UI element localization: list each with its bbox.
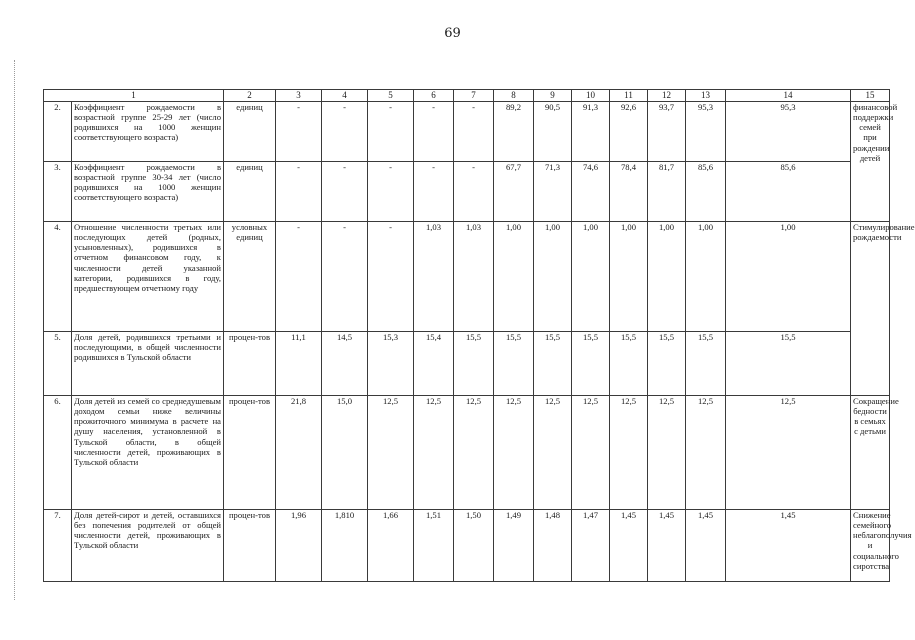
header-cell: 10 xyxy=(572,90,610,102)
value-cell: 12,5 xyxy=(534,396,572,510)
page-number: 69 xyxy=(444,26,461,41)
indicator-label: Коэффициент рождаемости в возрастной группе 30-34 лет (число родившихся на 1000 женщин соответствующего возраста) xyxy=(72,162,224,222)
value-cell: - xyxy=(322,162,368,222)
unit-cell: процен-тов xyxy=(224,332,276,396)
value-cell: 1,00 xyxy=(686,222,726,332)
value-cell: 81,7 xyxy=(648,162,686,222)
indicators-table xyxy=(43,89,915,582)
value-cell: 15,5 xyxy=(726,332,851,396)
row-number: 2. xyxy=(44,102,72,162)
value-cell: - xyxy=(454,162,494,222)
header-cell: 6 xyxy=(414,90,454,102)
header-cell: 13 xyxy=(686,90,726,102)
value-cell: 15,3 xyxy=(368,332,414,396)
table-row xyxy=(44,396,890,510)
value-cell: 1,45 xyxy=(686,510,726,582)
header-cell: 4 xyxy=(322,90,368,102)
value-cell: 85,6 xyxy=(726,162,851,222)
value-cell: 1,51 xyxy=(414,510,454,582)
indicator-label: Отношение численности третьих или последующих детей (родных, усыновленных), родившихся в отчетном финансовом году, к численности детей указанной категории, родившихся в году, предшествующем отчетному году xyxy=(72,222,224,332)
value-cell: - xyxy=(368,102,414,162)
goal-cell: финансовой поддержки семей при рождении детей xyxy=(851,102,890,222)
table-row xyxy=(44,510,890,582)
value-cell: 71,3 xyxy=(534,162,572,222)
value-cell: 14,5 xyxy=(322,332,368,396)
value-cell: 93,7 xyxy=(648,102,686,162)
value-cell: - xyxy=(276,222,322,332)
value-cell: 15,5 xyxy=(534,332,572,396)
value-cell: 12,5 xyxy=(414,396,454,510)
value-cell: 15,0 xyxy=(322,396,368,510)
value-cell: 92,6 xyxy=(610,102,648,162)
value-cell: 12,5 xyxy=(572,396,610,510)
unit-cell: процен-тов xyxy=(224,510,276,582)
value-cell: - xyxy=(322,222,368,332)
value-cell: 95,3 xyxy=(686,102,726,162)
row-number: 6. xyxy=(44,396,72,510)
value-cell: 1,49 xyxy=(494,510,534,582)
value-cell: 15,5 xyxy=(648,332,686,396)
indicator-label: Коэффициент рождаемости в возрастной группе 25-29 лет (число родившихся на 1000 женщин соответствующего возраста) xyxy=(72,102,224,162)
value-cell: 15,4 xyxy=(414,332,454,396)
unit-cell: условных единиц xyxy=(224,222,276,332)
value-cell: 1,96 xyxy=(276,510,322,582)
header-cell: 7 xyxy=(454,90,494,102)
value-cell: 1,45 xyxy=(648,510,686,582)
value-cell: 15,5 xyxy=(610,332,648,396)
value-cell: 15,5 xyxy=(454,332,494,396)
value-cell: 1,45 xyxy=(726,510,851,582)
value-cell: 11,1 xyxy=(276,332,322,396)
table-row xyxy=(44,332,890,396)
value-cell: 1,00 xyxy=(648,222,686,332)
value-cell: 85,6 xyxy=(686,162,726,222)
value-cell: - xyxy=(368,162,414,222)
value-cell: - xyxy=(276,102,322,162)
row-number: 3. xyxy=(44,162,72,222)
unit-cell: процен-тов xyxy=(224,396,276,510)
value-cell: 12,5 xyxy=(686,396,726,510)
value-cell: 1,48 xyxy=(534,510,572,582)
value-cell: 15,5 xyxy=(572,332,610,396)
value-cell: 1,45 xyxy=(610,510,648,582)
binding-margin-dots xyxy=(14,60,16,600)
header-cell: 11 xyxy=(610,90,648,102)
goal-cell: Сокращение бедности в семьях с детьми xyxy=(851,396,890,510)
value-cell: 1,47 xyxy=(572,510,610,582)
table-row xyxy=(44,162,890,222)
value-cell: - xyxy=(454,102,494,162)
value-cell: 1,00 xyxy=(572,222,610,332)
header-cell: 8 xyxy=(494,90,534,102)
value-cell: 1,810 xyxy=(322,510,368,582)
value-cell: - xyxy=(414,162,454,222)
indicator-label: Доля детей-сирот и детей, оставшихся без попечения родителей от общей численности детей, проживающих в Тульской области xyxy=(72,510,224,582)
value-cell: 12,5 xyxy=(610,396,648,510)
value-cell: 1,50 xyxy=(454,510,494,582)
header-cell: 12 xyxy=(648,90,686,102)
goal-cell: Снижение семейного неблагополучия и социального сиротства xyxy=(851,510,890,582)
header-cell: 1 xyxy=(44,90,224,102)
value-cell: 12,5 xyxy=(454,396,494,510)
row-number: 4. xyxy=(44,222,72,332)
unit-cell: единиц xyxy=(224,162,276,222)
value-cell: 90,5 xyxy=(534,102,572,162)
value-cell: - xyxy=(322,102,368,162)
value-cell: 21,8 xyxy=(276,396,322,510)
row-number: 7. xyxy=(44,510,72,582)
value-cell: 12,5 xyxy=(494,396,534,510)
value-cell: 12,5 xyxy=(726,396,851,510)
header-cell: 9 xyxy=(534,90,572,102)
row-number: 5. xyxy=(44,332,72,396)
value-cell: 78,4 xyxy=(610,162,648,222)
value-cell: 67,7 xyxy=(494,162,534,222)
header-cell: 5 xyxy=(368,90,414,102)
value-cell: 95,3 xyxy=(726,102,851,162)
indicator-label: Доля детей, родившихся третьими и последующими, в общей численности родившихся в Тульской области xyxy=(72,332,224,396)
value-cell: 91,3 xyxy=(572,102,610,162)
value-cell: 1,66 xyxy=(368,510,414,582)
value-cell: 1,00 xyxy=(610,222,648,332)
value-cell: 1,03 xyxy=(414,222,454,332)
unit-cell: единиц xyxy=(224,102,276,162)
value-cell: 1,00 xyxy=(494,222,534,332)
value-cell: 89,2 xyxy=(494,102,534,162)
value-cell: 12,5 xyxy=(648,396,686,510)
goal-cell: Стимулирование рождаемости xyxy=(851,222,890,396)
value-cell: 15,5 xyxy=(686,332,726,396)
value-cell: 12,5 xyxy=(368,396,414,510)
value-cell: - xyxy=(276,162,322,222)
value-cell: - xyxy=(368,222,414,332)
value-cell: 15,5 xyxy=(494,332,534,396)
value-cell: 1,00 xyxy=(534,222,572,332)
value-cell: - xyxy=(414,102,454,162)
value-cell: 74,6 xyxy=(572,162,610,222)
table-row xyxy=(44,222,890,332)
value-cell: 1,00 xyxy=(726,222,851,332)
header-cell: 2 xyxy=(224,90,276,102)
header-cell: 15 xyxy=(851,90,890,102)
header-cell: 3 xyxy=(276,90,322,102)
header-cell: 14 xyxy=(726,90,851,102)
indicator-label: Доля детей из семей со среднедушевым доходом семьи ниже величины прожиточного минимума в расчете на душу населения, установленной в Тульской области, в общей численности детей, проживающих в Тульской области xyxy=(72,396,224,510)
value-cell: 1,03 xyxy=(454,222,494,332)
header-row xyxy=(44,90,890,102)
table-row xyxy=(44,102,890,162)
